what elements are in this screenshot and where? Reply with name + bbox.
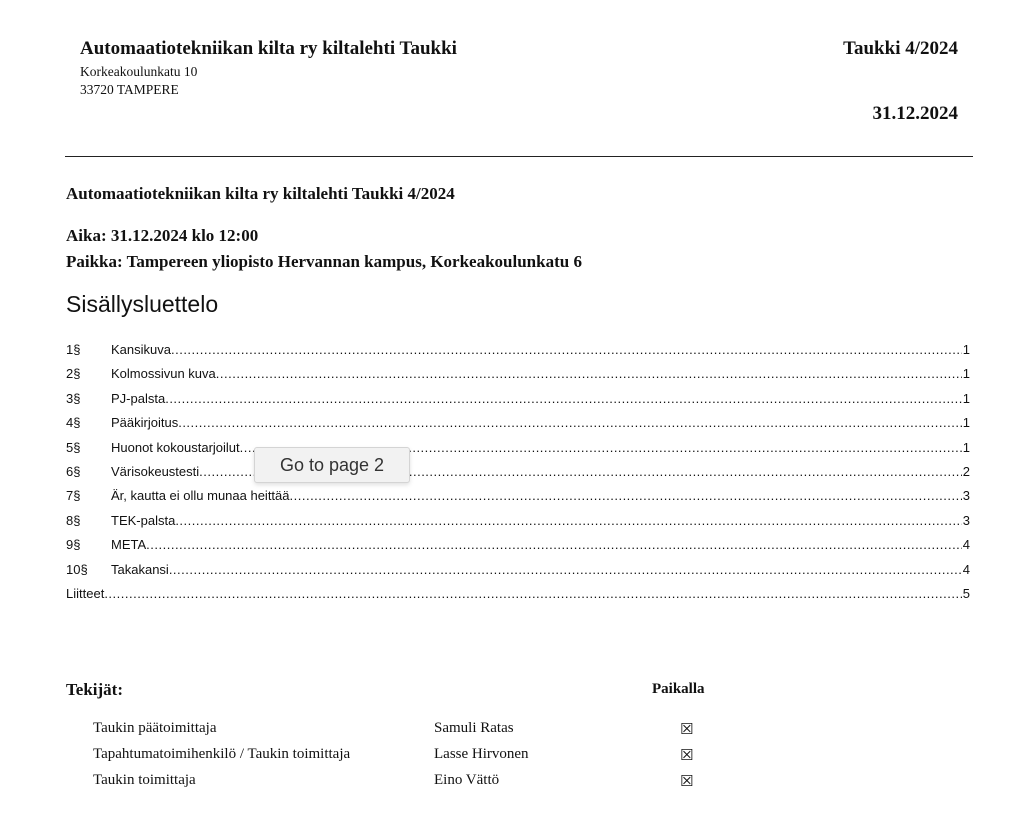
toc-entry-ar-kautta[interactable] [66,487,970,511]
toc-entry-number: 1§ [66,342,81,357]
toc-leader-dots [178,414,962,432]
toc-entry-label: Är, kautta ei ollu munaa heittää [111,488,290,504]
toc-entry-number: 8§ [66,512,81,528]
toc-leader-dots [171,341,962,359]
toc-entry-label: Pääkirjoitus [111,415,179,431]
present-heading: Paikalla [652,681,705,697]
toc-entry-paakirjoitus[interactable] [66,414,970,438]
toc-leader-dots [165,390,962,408]
toc-entry-varisokeustesti[interactable] [66,463,970,487]
toc-entry-number: 6§ [66,463,81,479]
toc-entry-pj-palsta[interactable] [66,390,970,414]
meeting-time: Aika: 31.12.2024 klo 12:00 [66,226,259,245]
toc-entry-page: 3 [962,488,970,504]
toc-leader-dots [216,365,962,383]
toc-entry-label: PJ-palsta [111,390,166,406]
toc-entry-label: Värisokeustesti [111,463,200,479]
meeting-place: Paikka: Tampereen yliopisto Hervannan kampus, Korkeakoulunkatu 6 [66,252,582,271]
authors-heading: Tekijät: [66,680,123,699]
present-checkbox-icon: ☒ [680,720,694,738]
toc-entry-label: META [111,537,147,553]
toc-entry-takakansi[interactable] [66,561,970,585]
toc-leader-dots [290,487,962,505]
toc-leader-dots [169,561,962,579]
toc-leader-dots [175,512,961,530]
toc-entry-number: 5§ [66,439,81,455]
toc-entry-label: Takakansi [111,561,169,577]
author-role: Taukin päätoimittaja [93,720,217,736]
issue-label: Taukki 4/2024 [843,38,958,59]
author-role: Taukin toimittaja [93,772,196,788]
author-name: Lasse Hirvonen [434,746,529,762]
toc-entry-number: 3§ [66,390,81,406]
toc-entry-label: Huonot kokoustarjoilut [111,439,240,455]
toc-entry-page: 4 [962,537,970,553]
toc-entry-number: 4§ [66,415,81,431]
toc-entry-page: 2 [962,463,970,479]
toc-entry-label: Kansikuva [111,342,171,357]
link-tooltip: Go to page 2 [254,447,410,483]
toc-entry-kolmossivun-kuva[interactable] [66,365,970,389]
author-role: Tapahtumatoimihenkilö / Taukin toimittaja [93,746,351,762]
toc-entry-number: 9§ [66,537,81,553]
meeting-title: Automaatiotekniikan kilta ry kiltalehti Taukki 4/2024 [66,184,455,203]
toc-entry-page: 1 [962,439,970,455]
toc-entry-label: Liitteet [66,585,105,601]
toc-entry-page: 1 [962,366,970,382]
toc-entry-liitteet[interactable] [66,585,970,609]
address-line-1: Korkeakoulunkatu 10 [80,64,198,79]
author-name: Eino Vättö [434,772,500,788]
toc-entry-number: 7§ [66,488,81,504]
toc-entry-number: 10§ [66,561,88,577]
toc-leader-dots [146,536,962,554]
toc-entry-page: 1 [962,390,970,406]
toc-entry-kansikuva[interactable] [66,341,970,365]
toc-entry-huonot-kokoustarjoilut[interactable] [66,439,970,463]
toc-entry-tek-palsta[interactable] [66,512,970,536]
toc-entry-page: 1 [962,342,970,357]
present-checkbox-icon: ☒ [680,772,694,790]
toc-entry-meta[interactable] [66,536,970,560]
toc-entry-number: 2§ [66,366,81,382]
header-divider [65,156,973,157]
table-of-contents [66,341,970,609]
toc-entry-page: 3 [962,512,970,528]
toc-entry-label: Kolmossivun kuva [111,366,216,382]
toc-entry-page: 5 [962,585,970,601]
toc-entry-label: TEK-palsta [111,512,176,528]
issue-date: 31.12.2024 [872,103,958,124]
present-checkbox-icon: ☒ [680,746,694,764]
toc-heading: Sisällysluettelo [66,291,219,317]
toc-entry-page: 1 [962,415,970,431]
toc-entry-page: 4 [962,561,970,577]
author-name: Samuli Ratas [434,720,514,736]
address-line-2: 33720 TAMPERE [80,82,179,97]
org-title: Automaatiotekniikan kilta ry kiltalehti Taukki [80,38,457,59]
toc-leader-dots [104,585,961,603]
